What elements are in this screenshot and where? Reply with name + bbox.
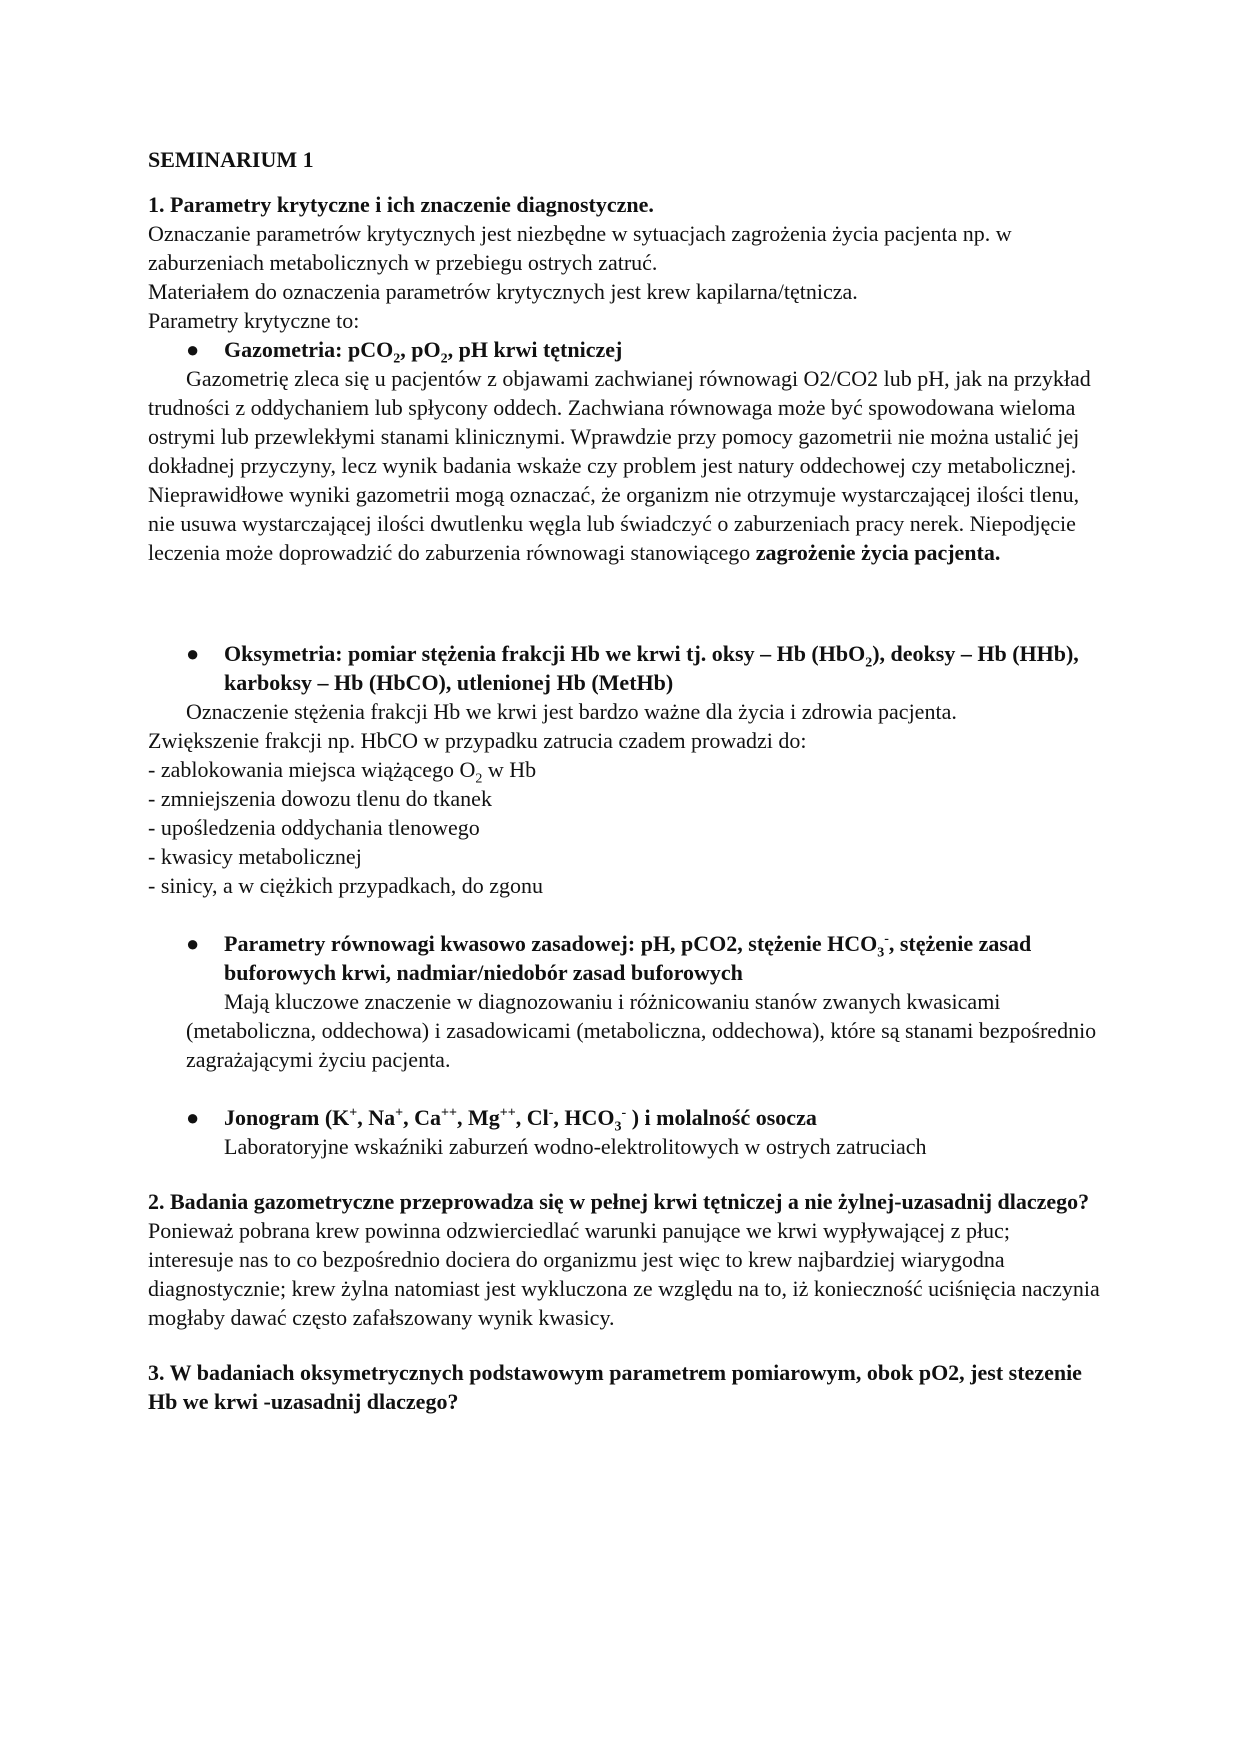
oksymetria-effects-list bbox=[148, 755, 1100, 900]
section-1-paragraph-2: Materiałem do oznaczenia parametrów krytycznych jest krew kapilarna/tętnicza. bbox=[148, 279, 858, 304]
gazometria-emphasis: zagrożenie życia pacjenta. bbox=[755, 540, 1001, 565]
list-item: - kwasicy metabolicznej bbox=[148, 844, 362, 869]
bullet-icon: ● bbox=[186, 641, 200, 666]
bullet-gazometria-heading: ● Gazometria: pCO$_2$, $pO_2$, pH krwi tętniczej bbox=[186, 337, 623, 367]
document-title: SEMINARIUM 1 bbox=[148, 147, 314, 172]
section-1-heading: 1. Parametry krytyczne i ich znaczenie diagnostyczne. bbox=[148, 192, 654, 217]
gazometria-body: Gazometrię zleca się u pacjentów z objawami zachwianej równowagi O2/CO2 lub pH, jak na przykład trudności z oddychaniem lub spłycony oddech. Zachwiana równowaga może być spowodowana wieloma ostrymi lub przewlekłymi stanami klinicznymi. Wprawdzie przy pomocy gazometrii nie można ustalić jej dokładnej przyczyny, lecz wynik badania wskaże czy problem jest natury oddechowej czy metabolicznej. bbox=[148, 366, 1091, 478]
section-3-heading: 3. W badaniach oksymetrycznych podstawowym parametrem pomiarowym, obok pO2, jest stezenie Hb we krwi -uzasadnij dlaczego? bbox=[148, 1360, 1082, 1414]
bullet-rownowaga-heading: ● Parametry równowagi kwasowo zasadowej: pH, pCO2, stężenie $HCO_3^-$, stężenie zasad buforowych krwi, nadmiar/niedobór zasad buforowych bbox=[186, 931, 1032, 985]
rownowaga-body: Mają kluczowe znaczenie w diagnozowaniu i różnicowaniu stanów zwanych kwasicami (metaboliczna, oddechowa) i zasadowicami (metaboliczna, oddechowa), które są stanami bezpośrednio zagrażającymi życiu pacjenta. bbox=[186, 989, 1097, 1072]
list-item: - upośledzenia oddychania tlenowego bbox=[148, 815, 480, 840]
list-item: - zablokowania miejsca wiążącego $O_2$ w Hb bbox=[148, 757, 537, 787]
bullet-icon: ● bbox=[186, 931, 200, 956]
gazometria-body-2: Nieprawidłowe wyniki gazometrii mogą oznaczać, że organizm nie otrzymuje wystarczającej ilości tlenu, nie usuwa wystarczającej ilości dwutlenku węgla lub świadczyć o zaburzeniach pracy nerek. Niepodjęcie leczenia może doprowadzić do zaburzenia równowagi stanowiącego zagrożenie życia pacjenta. bbox=[148, 482, 1080, 565]
bullet-oksymetria-heading: ● Oksymetria: pomiar stężenia frakcji Hb we krwi tj. oksy – Hb (HbO$_2$), deoksy – Hb (HHb), karboksy – Hb (HbCO), utlenionej Hb (MetHb) bbox=[186, 641, 1079, 695]
bullet-icon: ● bbox=[186, 1105, 200, 1130]
section-1-paragraph-3: Parametry krytyczne to: bbox=[148, 308, 360, 333]
bullet-icon: ● bbox=[186, 337, 200, 362]
oksymetria-body-2: Zwiększenie frakcji np. HbCO w przypadku zatrucia czadem prowadzi do: bbox=[148, 728, 807, 753]
oksymetria-body: Oznaczenie stężenia frakcji Hb we krwi jest bardzo ważne dla życia i zdrowia pacjenta. bbox=[186, 699, 957, 724]
jonogram-body: Laboratoryjne wskaźniki zaburzeń wodno-elektrolitowych w ostrych zatruciach bbox=[224, 1134, 927, 1159]
section-1-paragraph-1: Oznaczanie parametrów krytycznych jest niezbędne w sytuacjach zagrożenia życia pacjenta np. w zaburzeniach metabolicznych w przebiegu ostrych zatruć. bbox=[148, 221, 1012, 275]
document-page bbox=[148, 145, 1100, 1416]
list-item: - sinicy, a w ciężkich przypadkach, do zgonu bbox=[148, 873, 544, 898]
bullet-jonogram-heading: ● Jonogram (K+, Na+, Ca++, Mg++, Cl-, $HCO_3^-$ ) i molalność osocza bbox=[186, 1105, 817, 1135]
section-2-heading: 2. Badania gazometryczne przeprowadza się w pełnej krwi tętniczej a nie żylnej-uzasadnij dlaczego? bbox=[148, 1189, 1090, 1214]
list-item: - zmniejszenia dowozu tlenu do tkanek bbox=[148, 786, 492, 811]
section-2-body: Ponieważ pobrana krew powinna odzwierciedlać warunki panujące we krwi wypływającej z płuc; interesuje nas to co bezpośrednio dociera do organizmu jest więc to krew najbardziej wiarygodna diagnostycznie; krew żylna natomiast jest wykluczona ze względu na to, iż konieczność uciśnięcia naczynia mogłaby dawać często zafałszowany wynik kwasicy. bbox=[148, 1218, 1100, 1330]
